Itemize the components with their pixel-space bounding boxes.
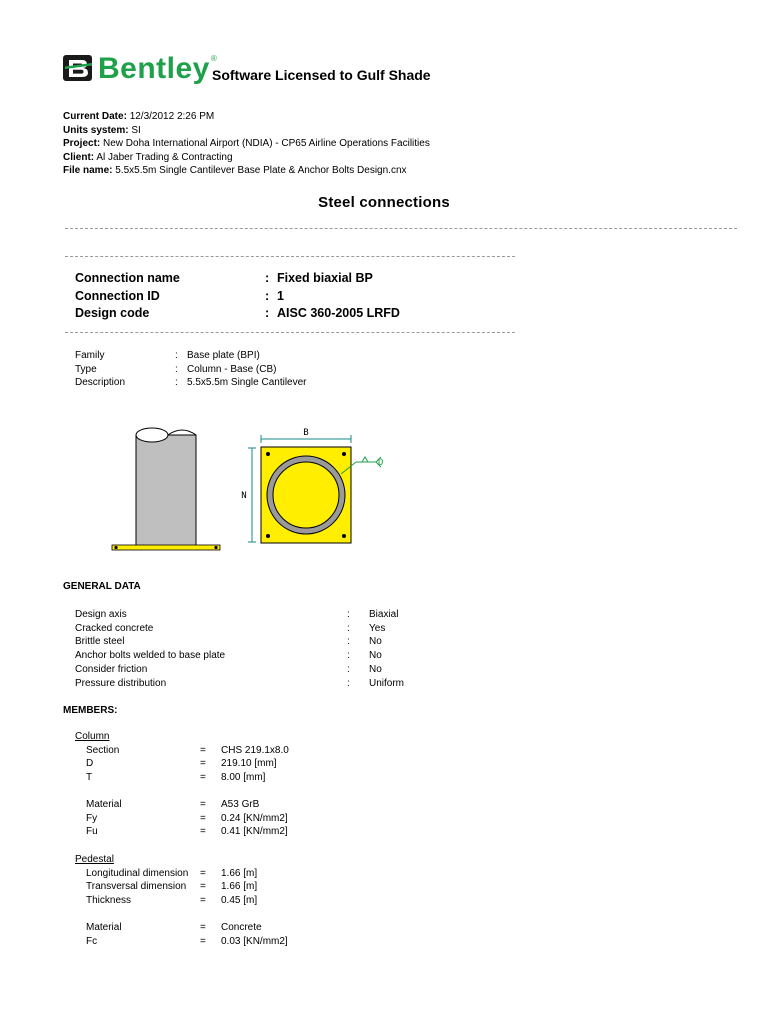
document-meta [63, 110, 430, 178]
general-data-row: Cracked concrete : Yes [75, 622, 386, 634]
connection-info [75, 270, 400, 323]
property-row: Section = CHS 219.1x8.0 [86, 744, 289, 756]
spacer [75, 907, 288, 921]
base-plate-drawing [100, 415, 400, 555]
pedestal-properties [75, 853, 288, 948]
meta-client: Client: Al Jaber Trading & Contracting [63, 151, 233, 163]
bentley-b-icon [62, 52, 94, 84]
column-elevation [112, 428, 220, 550]
column-heading: Column [75, 731, 110, 742]
dim-label-n: N [241, 491, 247, 501]
connection-id-row: Connection ID : 1 [75, 288, 284, 303]
meta-project: Project: New Doha International Airport (NDIA) - CP65 Airline Operations Facilities [63, 138, 430, 149]
property-row: T = 8.00 [mm] [86, 771, 266, 783]
spacer [75, 784, 289, 798]
property-row: Fc = 0.03 [KN/mm2] [86, 935, 288, 947]
license-text: Software Licensed to Gulf Shade [212, 67, 431, 83]
dim-label-b: B [303, 428, 309, 438]
general-data-heading: GENERAL DATA [63, 581, 141, 592]
description-row: Description : 5.5x5.5m Single Cantilever [75, 377, 307, 388]
property-row: Fy = 0.24 [KN/mm2] [86, 812, 288, 824]
registered-mark: ® [210, 54, 217, 63]
pedestal-heading: Pedestal [75, 854, 114, 865]
connection-top-divider [65, 256, 515, 257]
base-plate-plan [241, 428, 383, 543]
meta-current-date: Current Date: 12/3/2012 2:26 PM [63, 111, 215, 122]
family-info [75, 349, 307, 390]
general-data-row: Design axis : Biaxial [75, 609, 399, 620]
title-divider [65, 228, 737, 229]
meta-units-system: Units system: SI [63, 124, 141, 136]
meta-file-name: File name: 5.5x5.5m Single Cantilever Base Plate & Anchor Bolts Design.cnx [63, 165, 407, 176]
general-data-row: Brittle steel : No [75, 636, 382, 648]
brand-name: Bentley [98, 52, 210, 85]
members-heading: MEMBERS: [63, 705, 118, 716]
design-code-row: Design code : AISC 360-2005 LRFD [75, 306, 400, 320]
family-row: Family : Base plate (BPI) [75, 350, 260, 361]
connection-bottom-divider [65, 332, 515, 333]
bentley-logo [62, 48, 217, 84]
property-row: Material = Concrete [86, 921, 262, 933]
property-row: Longitudinal dimension = 1.66 [m] [86, 867, 258, 879]
property-row: Thickness = 0.45 [m] [86, 894, 258, 906]
property-row: Fu = 0.41 [KN/mm2] [86, 826, 288, 838]
general-data-row: Pressure distribution : Uniform [75, 677, 405, 689]
property-row: Transversal dimension = 1.66 [m] [86, 881, 258, 893]
property-row: D = 219.10 [mm] [86, 758, 277, 770]
type-row: Type : Column - Base (CB) [75, 363, 277, 375]
general-data-row: Anchor bolts welded to base plate : No [75, 650, 382, 662]
general-data-table [75, 608, 404, 690]
page-title: Steel connections [318, 194, 450, 211]
column-properties [75, 730, 289, 839]
property-row: Material = A53 GrB [86, 798, 260, 810]
general-data-row: Consider friction : No [75, 663, 382, 675]
weld-label-d: D [378, 458, 384, 468]
connection-name-row: Connection name : Fixed biaxial BP [75, 271, 373, 285]
